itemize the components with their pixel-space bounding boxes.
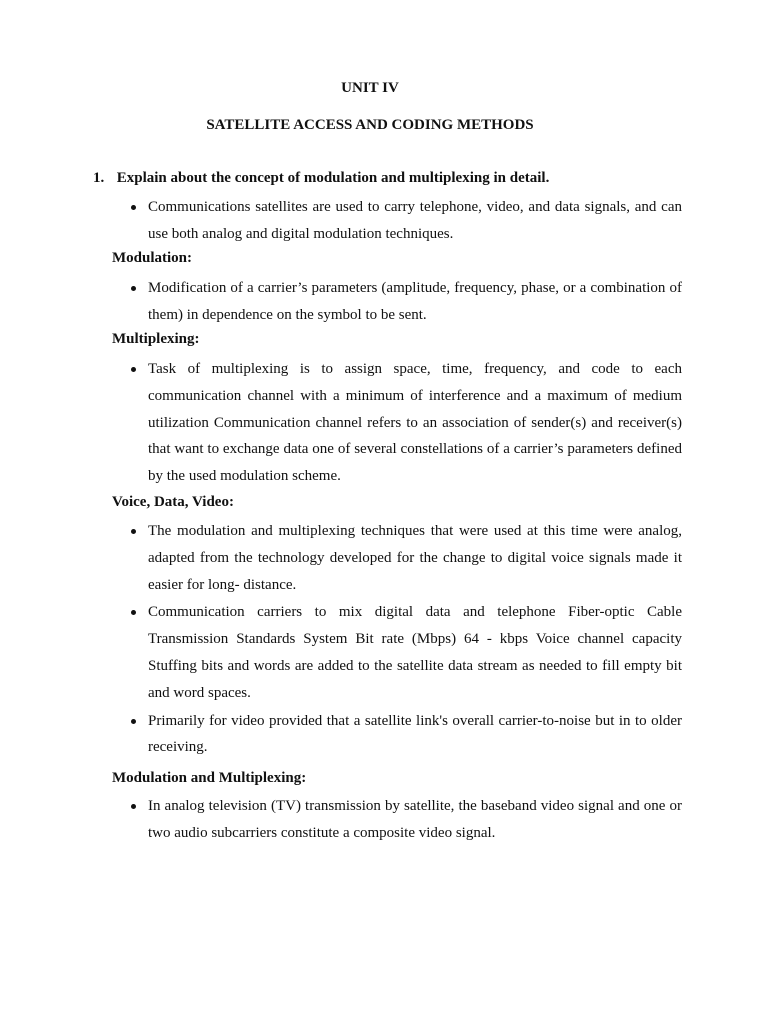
question-number: 1. — [93, 170, 105, 186]
section-heading-modulation: Modulation: — [112, 250, 193, 266]
multiplexing-bullet-list — [129, 356, 682, 490]
list-item: Communication carriers to mix digital data and telephone Fiber-optic Cable Transmission Standards System Bit rate (Mbps) 64 - kbps Voice channel capacity Stuffing bits and words are added to the satellite data stream as needed to fill empty bit and word spaces. — [129, 599, 682, 706]
modulation-multiplexing-bullet-list — [129, 793, 682, 847]
list-item: Modification of a carrier’s parameters (amplitude, frequency, phase, or a combination of them) in dependence on the symbol to be sent. — [129, 275, 682, 329]
page-title: SATELLITE ACCESS AND CODING METHODS — [206, 117, 534, 133]
list-item: In analog television (TV) transmission by satellite, the baseband video signal and one or two audio subcarriers constitute a composite video signal. — [129, 793, 682, 847]
list-item: Primarily for video provided that a satellite link's overall carrier-to-noise but in to older receiving. — [129, 708, 682, 762]
section-heading-multiplexing: Multiplexing: — [112, 331, 200, 347]
intro-bullet-list — [129, 194, 682, 248]
list-item: The modulation and multiplexing techniques that were used at this time were analog, adapted from the technology developed for the change to digital voice signals made it easier for long- distance. — [129, 518, 682, 598]
voice-data-video-bullet-list — [129, 518, 682, 761]
modulation-bullet-list — [129, 275, 682, 329]
section-heading-voice-data-video: Voice, Data, Video: — [112, 494, 234, 510]
question-heading — [93, 170, 549, 187]
question-text: Explain about the concept of modulation and multiplexing in detail. — [116, 170, 550, 186]
unit-title: UNIT IV — [341, 80, 399, 96]
section-heading-modulation-multiplexing: Modulation and Multiplexing: — [112, 770, 307, 786]
list-item: Communications satellites are used to carry telephone, video, and data signals, and can use both analog and digital modulation techniques. — [129, 194, 682, 248]
list-item: Task of multiplexing is to assign space, time, frequency, and code to each communication channel with a minimum of interference and a maximum of medium utilization Communication channel refers to an association of sender(s) and receiver(s) that want to exchange data one of several constellations of a carrier’s parameters defined by the used modulation scheme. — [129, 356, 682, 490]
